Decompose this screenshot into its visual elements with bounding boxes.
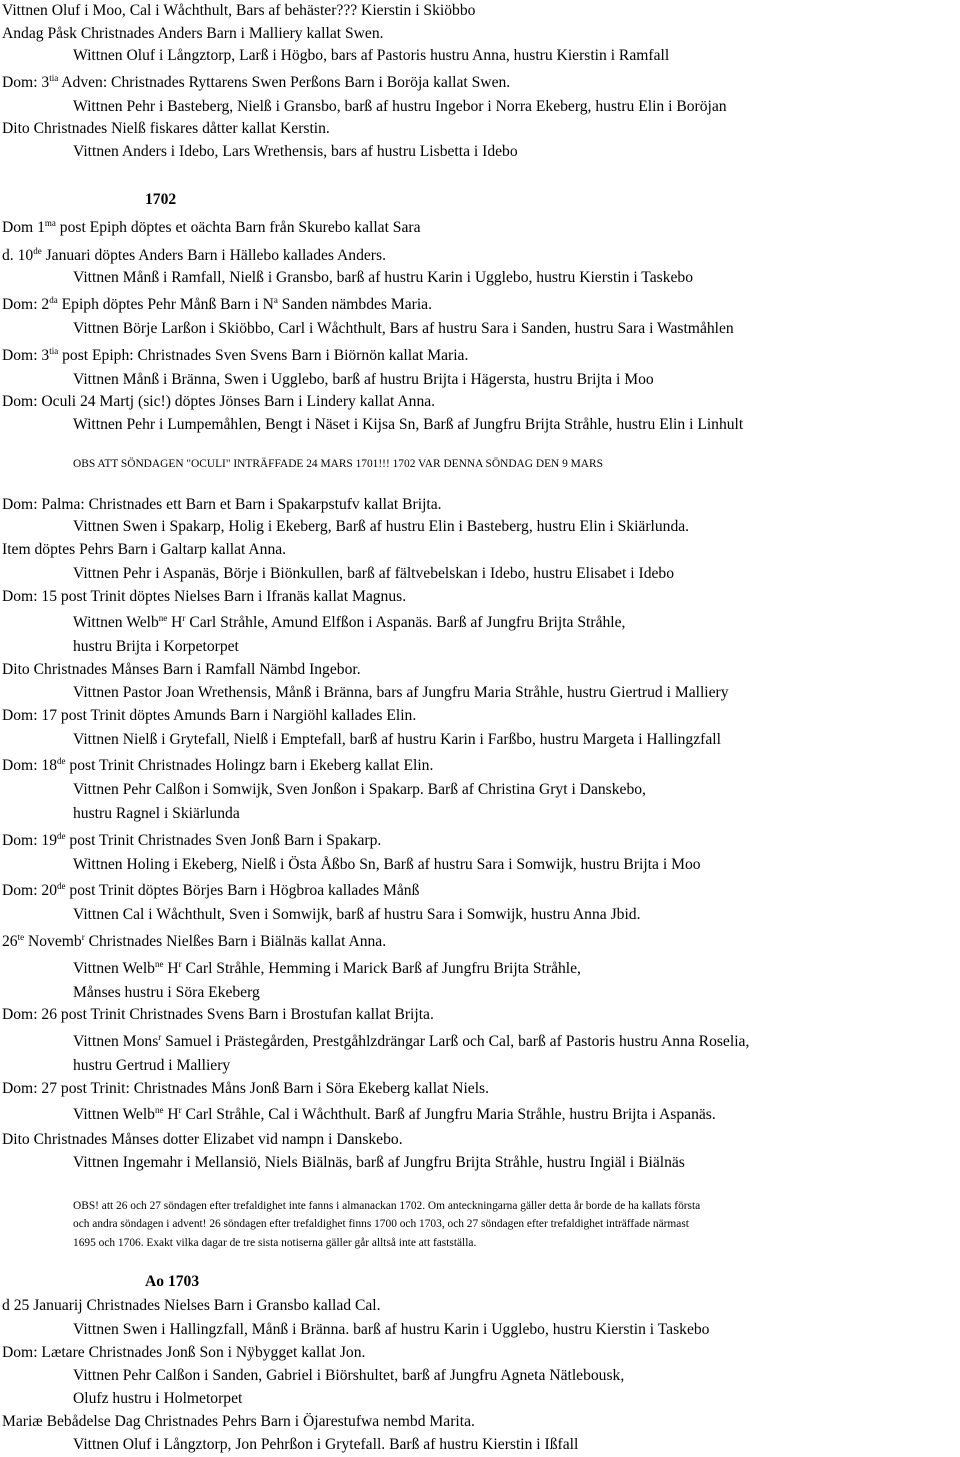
editor-note-line (73, 1236, 476, 1250)
superscript: te (17, 932, 25, 942)
text-segment: Wittnen Welb (73, 614, 159, 631)
text-segment: Adven: Christnades Ryttarens Swen Perßons Barn i Boröja kallat Swen. (58, 74, 511, 91)
text-segment: Epiph döptes Pehr Månß Barn i N (57, 296, 274, 313)
text-segment: Ao 1703 (145, 1273, 200, 1290)
record-line (73, 1154, 685, 1172)
text-segment: Dom: 26 post Trinit Christnades Svens Barn i Brostufan kallat Brijta. (2, 1006, 434, 1023)
superscript: de (57, 831, 66, 841)
record-line (2, 588, 406, 606)
record-line (73, 1106, 716, 1124)
editor-note-line (73, 1199, 700, 1213)
record-line (2, 757, 433, 775)
superscript: r (81, 932, 85, 942)
text-segment: Olufz hustru i Holmetorpet (73, 1390, 243, 1407)
text-segment: Wittnen Pehr i Basteberg, Nielß i Gransbo, barß af hustru Ingebor i Norra Ekeberg, hustru Elin i Boröjan (73, 98, 727, 115)
text-segment: Sanden nämbdes Maria. (277, 296, 433, 313)
record-line (2, 933, 386, 951)
superscript: de (33, 246, 42, 256)
record-line (2, 832, 381, 850)
text-segment: 26 (2, 933, 18, 950)
text-segment: hustru Ragnel i Skiärlunda (73, 805, 240, 822)
record-line (73, 565, 674, 583)
text-segment: post Trinit Christnades Sven Jonß Barn i Spakarp. (65, 832, 382, 849)
text-segment: Vittnen Cal i Wåchthult, Sven i Somwijk, barß af hustru Sara i Somwijk, hustru Anna Jbid. (73, 906, 641, 923)
text-segment: Vittnen Welb (73, 1106, 155, 1123)
text-segment: post Trinit döptes Börjes Barn i Högbroa kallades Månß (65, 882, 420, 899)
text-segment: Dito Christnades Månses Barn i Ramfall Nämbd Ingebor. (2, 661, 361, 678)
record-line (73, 960, 581, 978)
record-line (73, 781, 646, 799)
text-segment: Vittnen Swen i Spakarp, Holig i Ekeberg, Barß af hustru Elin i Basteberg, hustru Elin i Skiärlunda. (73, 518, 690, 535)
text-segment: OBS! att 26 och 27 söndagen efter trefaldighet inte fanns i almanackan 1702. Om anteckningarna gäller detta år borde de ha kallats första (73, 1200, 701, 1212)
text-segment: Dom: 18 (2, 757, 58, 774)
superscript: tia (49, 346, 59, 356)
record-line (73, 1390, 242, 1408)
text-segment: Dom: 2 (2, 296, 50, 313)
text-segment: Vittnen Anders i Idebo, Lars Wrethensis, bars af hustru Lisbetta i Idebo (73, 143, 518, 160)
superscript: da (49, 295, 58, 305)
text-segment: d 25 Januarij Christnades Nielses Barn i Gransbo kallad Cal. (2, 1297, 381, 1314)
text-segment: Dom: 3 (2, 347, 50, 364)
editor-note-line (73, 1217, 689, 1231)
text-segment: Januari döptes Anders Barn i Hällebo kallades Anders. (41, 247, 386, 264)
record-line (2, 120, 330, 138)
record-line (2, 393, 435, 411)
record-line (2, 1413, 475, 1431)
text-segment: Vittnen Pehr Calßon i Somwijk, Sven Jonßon i Spakarp. Barß af Christina Gryt i Danskebo, (73, 781, 646, 798)
year-heading (145, 1273, 199, 1291)
record-line (2, 219, 421, 237)
text-segment: Vittnen Pehr i Aspanäs, Börje i Biönkullen, barß af fältvebelskan i Idebo, hustru Elisabet i Idebo (73, 565, 675, 582)
text-segment: Item döptes Pehrs Barn i Galtarp kallat Anna. (2, 541, 287, 558)
text-segment: Carl Stråhle, Cal i Wåchthult. Barß af Jungfru Maria Stråhle, hustru Brijta i Aspanäs. (181, 1106, 716, 1123)
text-segment: Dito Christnades Nielß fiskares dåtter kallat Kerstin. (2, 120, 330, 137)
record-line (2, 2, 475, 20)
record-line (73, 906, 640, 924)
text-segment: Vittnen Mons (73, 1033, 159, 1050)
superscript: tia (49, 73, 59, 83)
record-line (2, 1080, 489, 1098)
record-line (73, 1057, 230, 1075)
superscript: r (178, 959, 182, 969)
text-segment: 1695 och 1706. Exakt vilka dagar de tre sista notiserna gäller går alltså inte att fastställa. (73, 1237, 477, 1249)
record-line (73, 856, 701, 874)
superscript: r (178, 1105, 182, 1115)
record-line (73, 47, 669, 65)
text-segment: Dom: 15 post Trinit döptes Nielses Barn i Ifranäs kallat Magnus. (2, 588, 407, 605)
record-line (73, 143, 518, 161)
text-segment: Vittnen Swen i Hallingzfall, Månß i Bränna. barß af hustru Karin i Ugglebo, hustru Kierstin i Taskebo (73, 1321, 710, 1338)
superscript: de (57, 756, 66, 766)
record-line (73, 638, 239, 656)
text-segment: hustru Brijta i Korpetorpet (73, 638, 239, 655)
record-line (2, 1006, 434, 1024)
record-line (73, 731, 721, 749)
text-segment: Wittnen Holing i Ekeberg, Nielß i Östa Åßbo Sn, Barß af hustru Sara i Somwijk, hustru Brijta i Moo (73, 856, 701, 873)
superscript: ne (154, 959, 164, 969)
text-segment: Dom 1 (2, 219, 45, 236)
text-segment: Månses hustru i Söra Ekeberg (73, 984, 260, 1001)
year-heading (145, 191, 176, 209)
text-segment: Samuel i Prästegården, Prestgåhlzdrängar Larß och Cal, barß af Pastoris hustru Anna Roselia, (161, 1033, 750, 1050)
record-line (2, 247, 386, 265)
text-segment: 1702 (145, 191, 177, 208)
text-segment: post Trinit Christnades Holingz barn i Ekeberg kallat Elin. (65, 757, 434, 774)
text-segment: Dom: Palma: Christnades ett Barn et Barn i Spakarpstufv kallat Brijta. (2, 496, 442, 513)
record-line (2, 1297, 381, 1315)
text-segment: H (163, 1106, 179, 1123)
text-segment: Vittnen Ingemahr i Mellansiö, Niels Biälnäs, barß af Jungfru Brijta Stråhle, hustru Ingiäl i Biälnäs (73, 1154, 685, 1171)
text-segment: post Epiph: Christnades Sven Svens Barn i Biörnön kallat Maria. (58, 347, 469, 364)
text-segment: Christnades Nielßes Barn i Biälnäs kallat Anna. (84, 933, 387, 950)
text-segment: Dito Christnades Månses dotter Elizabet vid nampn i Danskebo. (2, 1131, 403, 1148)
superscript: ne (158, 613, 168, 623)
text-segment: Carl Stråhle, Amund Elfßon i Aspanäs. Barß af Jungfru Brijta Stråhle, (185, 614, 626, 631)
record-line (2, 74, 510, 92)
text-segment: d. 10 (2, 247, 34, 264)
record-line (2, 296, 432, 314)
superscript: ma (44, 218, 56, 228)
record-line (2, 25, 384, 43)
text-segment: Vittnen Oluf i Långztorp, Jon Pehrßon i Grytefall. Barß af hustru Kierstin i Ißfall (73, 1436, 579, 1453)
text-segment: Dom: Lætare Christnades Jonß Son i Nÿbygget kallat Jon. (2, 1344, 366, 1361)
record-line (2, 707, 416, 725)
record-line (2, 1131, 403, 1149)
text-segment: Vittnen Börje Larßon i Skiöbbo, Carl i Wåchthult, Bars af hustru Sara i Sanden, hustru Sara i Wastmåhlen (73, 320, 734, 337)
text-segment: hustru Gertrud i Malliery (73, 1057, 231, 1074)
record-line (73, 684, 729, 702)
text-segment: och andra söndagen i advent! 26 söndagen efter trefaldighet finns 1700 och 1703, och 27 söndagen efter trefaldighet inträffade närmast (73, 1218, 689, 1230)
text-segment: Wittnen Pehr i Lumpemåhlen, Bengt i Näset i Kijsa Sn, Barß af Jungfru Brijta Stråhle, hustru Elin i Linhult (73, 416, 744, 433)
superscript: r (182, 613, 186, 623)
text-segment: Dom: 27 post Trinit: Christnades Måns Jonß Barn i Söra Ekeberg kallat Niels. (2, 1080, 489, 1097)
record-line (2, 882, 419, 900)
text-segment: Vittnen Welb (73, 960, 155, 977)
text-segment: Dom: Oculi 24 Martj (sic!) döptes Jönses Barn i Lindery kallat Anna. (2, 393, 436, 410)
text-segment: Dom: 3 (2, 74, 50, 91)
text-segment: Vittnen Månß i Ramfall, Nielß i Gransbo, barß af hustru Karin i Ugglebo, hustru Kierstin i Taskebo (73, 269, 694, 286)
record-line (73, 1321, 709, 1339)
text-segment: Vittnen Nielß i Grytefall, Nielß i Emptefall, barß af hustru Karin i Farßbo, hustru Margeta i Hallingzfall (73, 731, 721, 748)
record-line (73, 805, 240, 823)
record-line (73, 269, 693, 287)
record-line (2, 496, 442, 514)
text-segment: Mariæ Bebådelse Dag Christnades Pehrs Barn i Öjarestufwa nembd Marita. (2, 1413, 475, 1430)
record-line (73, 98, 727, 116)
text-segment: Vittnen Oluf i Moo, Cal i Wåchthult, Bars af behäster??? Kierstin i Skiöbbo (2, 2, 476, 19)
record-line (73, 984, 260, 1002)
text-segment: OBS ATT SÖNDAGEN "OCULI" INTRÄFFADE 24 MARS 1701!!! 1702 VAR DENNA SÖNDAG DEN 9 MARS (73, 458, 603, 470)
text-segment: H (167, 614, 183, 631)
editor-note-line (73, 457, 603, 471)
record-line (2, 661, 361, 679)
record-line (2, 541, 286, 559)
text-segment: Novemb (24, 933, 82, 950)
record-line (73, 1033, 749, 1051)
text-segment: post Epiph döptes et oächta Barn från Skurebo kallat Sara (55, 219, 421, 236)
superscript: a (273, 295, 278, 305)
record-line (73, 518, 689, 536)
text-segment: Vittnen Månß i Bränna, Swen i Ugglebo, barß af hustru Brijta i Hägersta, hustru Brijta i Moo (73, 371, 654, 388)
record-line (73, 1367, 624, 1385)
record-line (73, 320, 734, 338)
record-line (73, 614, 625, 632)
superscript: r (158, 1032, 162, 1042)
record-line (2, 347, 468, 365)
superscript: ne (154, 1105, 164, 1115)
text-segment: Andag Påsk Christnades Anders Barn i Malliery kallat Swen. (2, 25, 384, 42)
text-segment: Dom: 20 (2, 882, 58, 899)
record-line (73, 371, 654, 389)
text-segment: Carl Stråhle, Hemming i Marick Barß af Jungfru Brijta Stråhle, (181, 960, 581, 977)
text-segment: H (163, 960, 179, 977)
superscript: de (57, 881, 66, 891)
record-line (73, 1436, 578, 1454)
text-segment: Vittnen Pastor Joan Wrethensis, Månß i Bränna, bars af Jungfru Maria Stråhle, hustru Giertrud i Malliery (73, 684, 729, 701)
text-segment: Wittnen Oluf i Långztorp, Larß i Högbo, bars af Pastoris hustru Anna, hustru Kierstin i Ramfall (73, 47, 670, 64)
text-segment: Dom: 19 (2, 832, 58, 849)
record-line (73, 416, 743, 434)
text-segment: Dom: 17 post Trinit döptes Amunds Barn i Nargiöhl kallades Elin. (2, 707, 417, 724)
record-line (2, 1344, 365, 1362)
text-segment: Vittnen Pehr Calßon i Sanden, Gabriel i Biörshultet, barß af Jungfru Agneta Nätlebousk, (73, 1367, 625, 1384)
